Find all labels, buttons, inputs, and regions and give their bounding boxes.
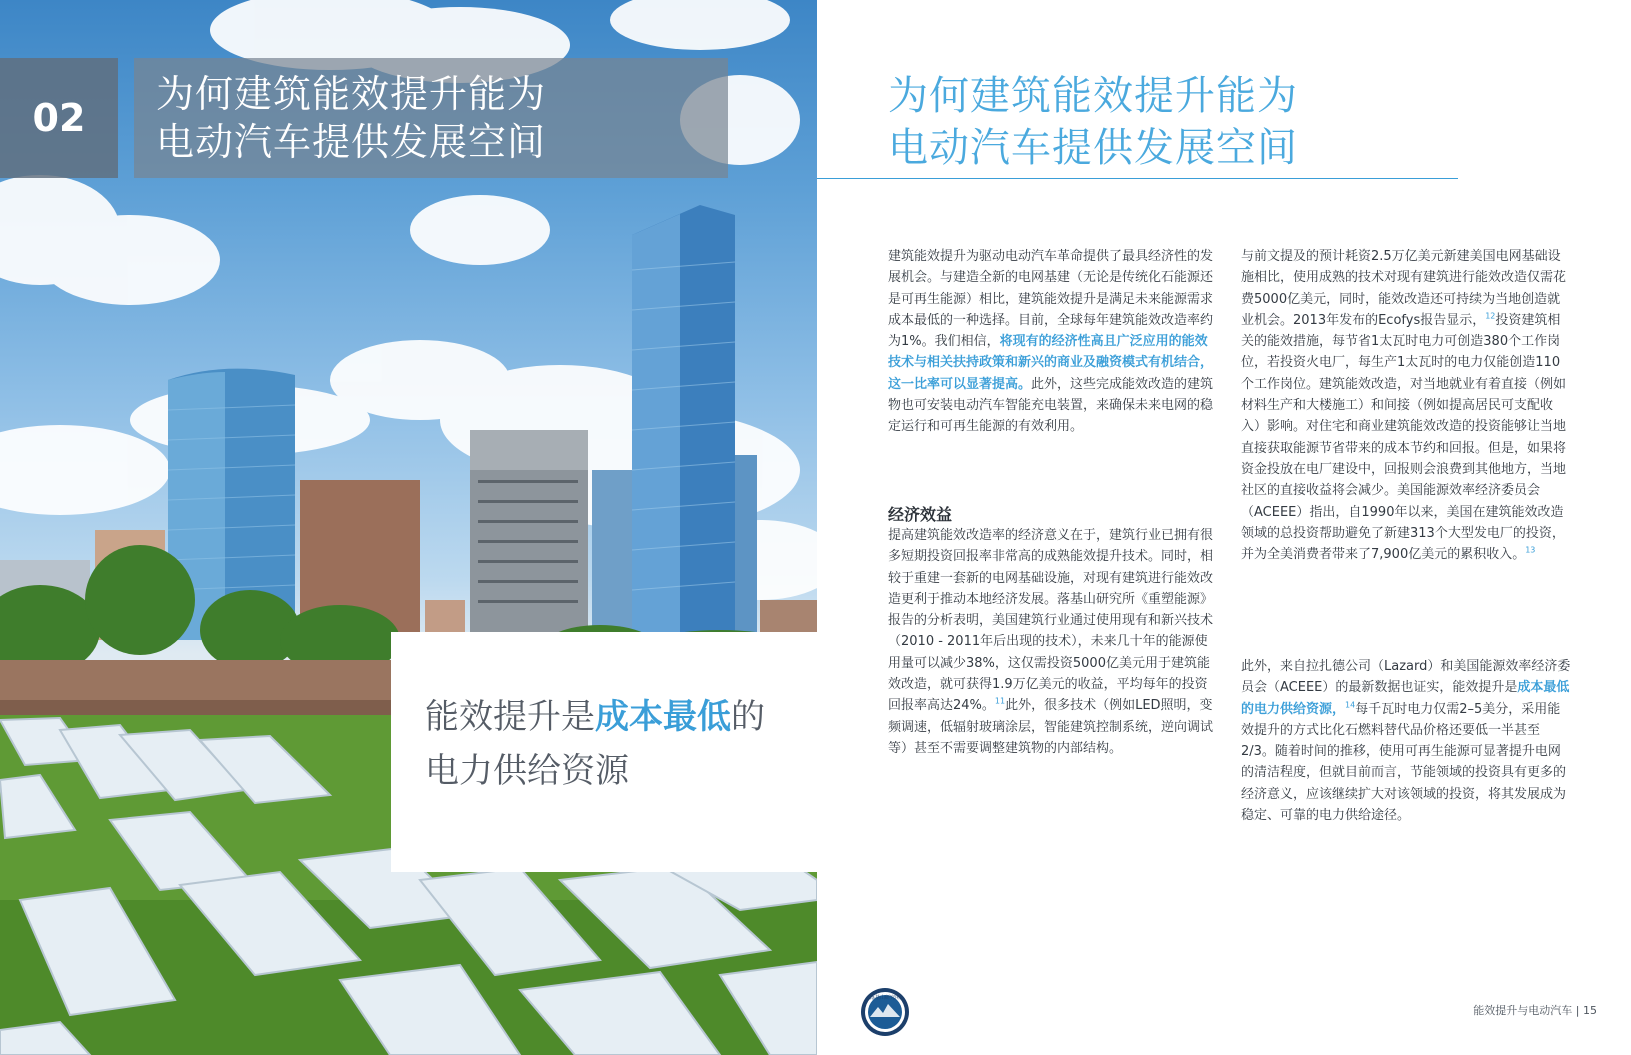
intro-highlight: 将现有的经济性高且广泛应用的能效技术与相关扶持政策和新兴的商业及融资模式有机结合，这一比率可以显著提高。 [888, 334, 1214, 392]
right-p2-text-end: 每千瓦时电力仅需2–5美分，采用能效提升的方式比化石燃料替代品价格还要低一半甚至2/3。随着时间的推移，使用可再生能源可显著提升电网的清洁程度，但就目前而言，节能领域的投资具有更多的经济意义，应该继续扩大对该领域的投资，将其发展成为稳定、可靠的电力供给途径。 [1241, 701, 1567, 824]
chapter-title-line2: 电动汽车提供发展空间 [156, 120, 547, 164]
page-title-line2: 电动汽车提供发展空间 [888, 125, 1298, 171]
pull-quote-pre: 能效提升是 [425, 697, 595, 737]
column-left-intro [888, 246, 1218, 438]
pull-quote-post: 的 [731, 697, 765, 737]
econ-paragraph [888, 525, 1218, 759]
footer-text: 能效提升与电动汽车 [1473, 1004, 1573, 1017]
title-divider [817, 178, 1458, 179]
footnote-ref: 12 [1485, 311, 1496, 321]
pull-quote-line2: 电力供给资源 [425, 751, 629, 791]
logo-text: 落基山研究所 [869, 995, 901, 1001]
rmi-logo-icon [860, 987, 910, 1037]
chapter-banner [0, 58, 728, 178]
intro-text-end: 此外，这些完成能效改造的建筑物也可安装电动汽车智能充电装置，来确保未来电网的稳定运行和可再生能源的有效利用。 [888, 376, 1214, 435]
intro-paragraph [888, 246, 1218, 438]
right-p1-text-2: 投资建筑相关的能效措施，每节省1太瓦时电力可创造380个工作岗位，若投资火电厂，每生产1太瓦时的电力仅能创造110个工作岗位。建筑能效改造，对当地就业有着直接（例如材料生产和大楼施工）和间接（例如提高居民可支配收入）影响。对住宅和商业建筑能效改造的投资能够让当地直接获取能源节省带来的成本节约和回报。但是，如果将资金投放在电厂建设中，回报则会浪费到其他地方，当地社区的直接收益将会减少。美国能源效率经济委员会（ACEEE）指出，自1990年以来，美国在建筑能效改造领域的总投资帮助避免了新建313个大型发电厂的投资，并为全美消费者带来了7,900亿美元的累积收入。 [1241, 312, 1567, 563]
column-left-econ [888, 525, 1218, 759]
page-title-line1: 为何建筑能效提升能为 [888, 73, 1298, 119]
footnote-ref: 11 [994, 697, 1006, 707]
page-number: 15 [1583, 1004, 1597, 1017]
right-p2-text: 此外，来自拉扎德公司（Lazard）和美国能源效率经济委员会（ACEEE）的最新数据也证实，能效提升是 [1241, 659, 1571, 696]
section-heading: 经济效益 [888, 505, 953, 524]
chapter-title-box [134, 58, 728, 178]
econ-text-end: 此外，很多技术（例如LED照明，变频调速，低辐射玻璃涂层，智能建筑控制系统，逆向调试等）甚至不需要调整建筑物的内部结构。 [888, 698, 1214, 756]
footer-separator: | [1575, 1004, 1580, 1017]
column-right-p1 [1241, 246, 1571, 565]
right-paragraph-2 [1241, 656, 1571, 826]
econ-text: 提高建筑能效改造率的经济意义在于，建筑行业已拥有很多短期投资回报率非常高的成熟能效提升技术。同时，相较于重建一套新的电网基础设施，对现有建筑进行能效改造更利于推动本地经济发展。落基山研究所《重塑能源》报告的分析表明，美国建筑行业通过使用现有和新兴技术（2010 - 2011年后出现的技术），未来几十年的能源使用量可以减少38%，这仅需投资5000亿美元用于建筑能效改造，就可获得1.9万亿美元的收益，平均每年的投资回报率高达24%。 [888, 528, 1214, 714]
right-p2-highlight: 成本最低的电力供给资源， [1241, 680, 1570, 717]
footnote-ref: 14 [1345, 700, 1356, 710]
chapter-title-line1: 为何建筑能效提升能为 [156, 72, 547, 116]
chapter-title [156, 70, 546, 166]
right-paragraph-1 [1241, 246, 1571, 565]
pull-quote [391, 632, 817, 872]
pull-quote-line1 [425, 690, 817, 744]
footnote-ref: 13 [1525, 545, 1536, 555]
column-right-p2 [1241, 656, 1571, 826]
chapter-number: 02 [0, 58, 118, 178]
intro-text: 建筑能效提升为驱动电动汽车革命提供了最具经济性的发展机会。与建造全新的电网基建（无论是传统化石能源还是可再生能源）相比，建筑能效提升是满足未来能源需求成本最低的一种选择。目前，全球每年建筑能效改造率约为1%。我们相信， [888, 249, 1214, 350]
page-title [888, 70, 1298, 174]
right-p1-text: 与前文提及的预计耗资2.5万亿美元新建美国电网基础设施相比，使用成熟的技术对现有建筑进行能效改造仅需花费5000亿美元，同时，能效改造还可持续为当地创造就业机会。2013年发布的Ecofys报告显示， [1241, 249, 1567, 328]
page-footer [1473, 1002, 1597, 1018]
pull-quote-highlight: 成本最低 [595, 697, 731, 737]
